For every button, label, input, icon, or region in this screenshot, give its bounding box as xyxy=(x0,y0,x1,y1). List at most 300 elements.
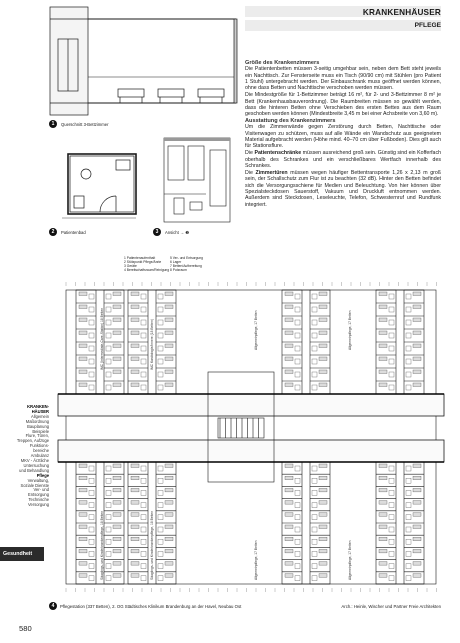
bathroom xyxy=(389,385,394,390)
bed xyxy=(131,318,139,322)
section-index-item: Technische xyxy=(28,497,49,503)
bed xyxy=(413,344,421,348)
figure-2-bathroom-plan xyxy=(60,148,138,220)
bed xyxy=(319,464,327,468)
plan-label: Allgemeinpflege, 17 Betten xyxy=(254,540,258,580)
bed xyxy=(379,525,387,529)
bathroom xyxy=(106,551,111,556)
bed xyxy=(379,344,387,348)
bed xyxy=(319,383,327,387)
bathroom xyxy=(141,551,146,556)
bed xyxy=(413,525,421,529)
page-subtitle: PFLEGE xyxy=(414,22,441,29)
bathroom xyxy=(295,515,300,520)
bed xyxy=(285,357,293,361)
bathroom xyxy=(158,346,163,351)
section-index-item: Versorgung xyxy=(28,502,49,508)
bathroom xyxy=(89,359,94,364)
section-heading: Größe des Krankenzimmers xyxy=(245,60,320,66)
bed xyxy=(413,357,421,361)
bed xyxy=(413,305,421,309)
bathroom xyxy=(89,539,94,544)
bathroom xyxy=(295,359,300,364)
bed xyxy=(413,464,421,468)
bathroom xyxy=(295,385,300,390)
bathroom xyxy=(89,385,94,390)
bed xyxy=(379,292,387,296)
bed xyxy=(165,513,173,517)
bed xyxy=(113,464,121,468)
bed xyxy=(113,525,121,529)
bed xyxy=(319,488,327,492)
bathroom xyxy=(295,564,300,569)
bed xyxy=(379,537,387,541)
bathroom xyxy=(106,503,111,508)
bathroom xyxy=(89,372,94,377)
bed xyxy=(79,370,87,374)
bathroom xyxy=(312,551,317,556)
bed xyxy=(165,318,173,322)
bathroom xyxy=(406,576,411,581)
bed xyxy=(379,370,387,374)
section-index xyxy=(0,405,49,508)
bathroom xyxy=(158,503,163,508)
bed xyxy=(165,344,173,348)
bathroom xyxy=(141,503,146,508)
bathroom xyxy=(89,564,94,569)
bathroom xyxy=(158,294,163,299)
bathroom xyxy=(141,527,146,532)
bathroom xyxy=(389,576,394,581)
bed xyxy=(79,562,87,566)
plan-label: Allgemeinpflege, 17 Betten xyxy=(254,310,258,350)
bathroom xyxy=(89,551,94,556)
bathroom xyxy=(406,490,411,495)
bed xyxy=(165,383,173,387)
bed xyxy=(319,513,327,517)
bed xyxy=(113,513,121,517)
bed xyxy=(165,574,173,578)
bed xyxy=(165,549,173,553)
bed xyxy=(413,318,421,322)
bed xyxy=(131,525,139,529)
bed xyxy=(131,513,139,517)
bathroom xyxy=(141,564,146,569)
bed xyxy=(379,549,387,553)
bed xyxy=(131,501,139,505)
bathroom xyxy=(89,515,94,520)
bed xyxy=(285,513,293,517)
bathroom xyxy=(312,372,317,377)
bed xyxy=(131,464,139,468)
bed xyxy=(319,331,327,335)
bathroom xyxy=(158,551,163,556)
bed xyxy=(413,574,421,578)
bed xyxy=(165,476,173,480)
bed xyxy=(113,488,121,492)
bed xyxy=(319,562,327,566)
figure-3-elevation xyxy=(162,136,232,224)
bed xyxy=(131,562,139,566)
bed xyxy=(379,331,387,335)
bathroom xyxy=(406,320,411,325)
bed xyxy=(319,292,327,296)
bathroom xyxy=(389,320,394,325)
bathroom xyxy=(389,478,394,483)
bathroom xyxy=(141,346,146,351)
bed xyxy=(165,464,173,468)
section-index-item: Allgemein xyxy=(31,413,49,419)
bathroom xyxy=(295,490,300,495)
bathroom xyxy=(158,333,163,338)
bathroom xyxy=(312,466,317,471)
bathroom xyxy=(406,527,411,532)
bed xyxy=(165,370,173,374)
bathroom xyxy=(295,466,300,471)
bathroom xyxy=(89,527,94,532)
bathroom xyxy=(158,385,163,390)
bathroom xyxy=(141,307,146,312)
bed xyxy=(79,357,87,361)
bathroom xyxy=(406,564,411,569)
figure-4-caption: Pflegestation (337 Betten), 2. OG Städtisches Klinikum Brandenburg an der Havel, Neubau Ost xyxy=(60,604,242,609)
bed xyxy=(113,383,121,387)
bathroom xyxy=(141,333,146,338)
bed xyxy=(413,476,421,480)
bathroom xyxy=(312,333,317,338)
bathroom xyxy=(406,333,411,338)
bed xyxy=(79,501,87,505)
bed xyxy=(285,318,293,322)
bathroom xyxy=(389,539,394,544)
bathroom xyxy=(312,576,317,581)
bed xyxy=(131,574,139,578)
bed xyxy=(285,488,293,492)
bed xyxy=(131,383,139,387)
paragraph: Um die Zimmerwände gegen Zerstörung durch Betten, Nachttische oder Visitenwagen zu schützen, muss auf alle Wände ein Wandschutz aus geeignetem Material aufgebracht werden (Höhe mind. 40–70 cm über Fußboden). Dies gilt auch für Stationsflure. xyxy=(245,124,441,150)
section-index-item: Pflege xyxy=(36,472,49,478)
bed xyxy=(165,525,173,529)
figure-1-cross-section xyxy=(48,7,238,117)
bed xyxy=(413,537,421,541)
figure-4-number: 4 xyxy=(49,602,57,610)
plan-legend-left: 1 Patientenaufenthalt 2 Stützpunkt Pflege/Ärzte 3 Geräte 4 Bereitschaftsraum/Reinigung xyxy=(124,256,170,272)
bed xyxy=(319,574,327,578)
bed xyxy=(131,357,139,361)
main-corridor xyxy=(58,394,444,416)
bathroom xyxy=(389,346,394,351)
bathroom xyxy=(389,551,394,556)
bathroom xyxy=(389,294,394,299)
main-corridor xyxy=(58,440,444,462)
bed xyxy=(79,318,87,322)
bathroom xyxy=(389,307,394,312)
bathroom xyxy=(89,466,94,471)
bathroom xyxy=(312,527,317,532)
bed xyxy=(285,331,293,335)
bed xyxy=(113,318,121,322)
bathroom xyxy=(406,539,411,544)
bathroom xyxy=(406,359,411,364)
bathroom xyxy=(106,320,111,325)
bed xyxy=(379,513,387,517)
bed xyxy=(319,537,327,541)
bathroom xyxy=(158,320,163,325)
bed xyxy=(379,357,387,361)
bathroom xyxy=(406,551,411,556)
bed xyxy=(165,537,173,541)
bed xyxy=(79,488,87,492)
plan-label: Säuglings- und Kinderkrankenpflege, 18 Betten xyxy=(100,510,104,580)
bathroom xyxy=(141,490,146,495)
plan-label: IMC (Intermediate-Care-Station) 18 Betten xyxy=(100,307,104,370)
bathroom xyxy=(158,527,163,532)
bathroom xyxy=(295,294,300,299)
bathroom xyxy=(312,539,317,544)
bathroom xyxy=(106,346,111,351)
bathroom xyxy=(141,539,146,544)
bed xyxy=(165,357,173,361)
section-index-item: Soziale Dienste xyxy=(20,482,49,488)
bathroom xyxy=(89,478,94,483)
bathroom xyxy=(106,466,111,471)
chapter-tab: Gesundheit xyxy=(0,547,44,561)
bathroom xyxy=(89,503,94,508)
bed xyxy=(131,537,139,541)
section-index-item: Verwaltung, xyxy=(27,477,49,483)
bed xyxy=(319,318,327,322)
bed xyxy=(413,513,421,517)
bathroom xyxy=(312,359,317,364)
bed xyxy=(79,305,87,309)
bathroom xyxy=(141,320,146,325)
bed xyxy=(165,488,173,492)
bathroom xyxy=(158,515,163,520)
figure-4-credit: Arch.: Heinle, Wischer und Partner Freie Architekten xyxy=(341,604,441,609)
bed xyxy=(113,476,121,480)
bathroom xyxy=(406,307,411,312)
figure-2-caption: Patientenbad xyxy=(61,230,86,235)
bed xyxy=(285,383,293,387)
paragraph: Die Zimmertüren müssen wegen häufiger Bettentransporte 1,26 x 2,13 m groß sein, der Schallschutz zum Flur ist zu beachten (32 dB). Hinter den Betten befindet sich die Versorgungsschiene für Medien und Beleuchtung. Von hier können über Spezialsteckdosen Sauerstoff, Vakuum und Druckluft entnommen werden. Außerdem sind Steckdosen, Leseleuchte, Telefon, Schwesternruf und Rundfunk integriert. xyxy=(245,169,441,208)
bed xyxy=(285,537,293,541)
bed xyxy=(79,292,87,296)
bathroom xyxy=(295,576,300,581)
paragraph: Die Patientenschränke müssen ausreichend groß sein. Günstig sind ein Kofferfach oberhalb des Schrankes und ein verschließbares Wertfach innerhalb des Schrankes. xyxy=(245,150,441,169)
bed xyxy=(79,525,87,529)
bed xyxy=(285,562,293,566)
section-heading: Ausstattung des Krankenzimmers xyxy=(245,118,336,125)
bed xyxy=(413,549,421,553)
bathroom xyxy=(141,294,146,299)
bathroom xyxy=(141,372,146,377)
bed xyxy=(131,331,139,335)
plan-label: IMC Kardiologie/Innere (18 Betten) xyxy=(150,319,154,370)
bathroom xyxy=(389,490,394,495)
bathroom xyxy=(312,294,317,299)
bathroom xyxy=(389,372,394,377)
bed xyxy=(113,292,121,296)
bathroom xyxy=(295,539,300,544)
bathroom xyxy=(312,346,317,351)
bed xyxy=(379,464,387,468)
bathroom xyxy=(141,385,146,390)
bathroom xyxy=(312,503,317,508)
section-index-item: Untersuchung xyxy=(23,462,49,468)
bathroom xyxy=(295,320,300,325)
bed xyxy=(379,305,387,309)
bathroom xyxy=(89,576,94,581)
bed xyxy=(165,292,173,296)
bathroom xyxy=(141,466,146,471)
bathroom xyxy=(106,490,111,495)
bed xyxy=(379,383,387,387)
bathroom xyxy=(106,576,111,581)
bed xyxy=(319,525,327,529)
bed xyxy=(319,344,327,348)
figure-3-caption: Ansicht → ❷ xyxy=(165,230,190,235)
bed xyxy=(413,488,421,492)
section-index-item: KRANKEN- xyxy=(27,404,49,409)
bathroom xyxy=(158,490,163,495)
figure-3-number: 3 xyxy=(153,228,161,236)
bed xyxy=(319,370,327,374)
bathroom xyxy=(295,307,300,312)
bathroom xyxy=(89,490,94,495)
bed xyxy=(413,292,421,296)
bathroom xyxy=(141,359,146,364)
bed xyxy=(113,501,121,505)
bathroom xyxy=(295,478,300,483)
bed xyxy=(165,305,173,309)
subheader-bar xyxy=(245,20,441,31)
section-index-item: bereiche xyxy=(33,448,49,454)
bed xyxy=(113,549,121,553)
bed xyxy=(165,562,173,566)
bathroom xyxy=(295,527,300,532)
bathroom xyxy=(389,359,394,364)
bathroom xyxy=(158,576,163,581)
bathroom xyxy=(406,478,411,483)
bathroom xyxy=(106,385,111,390)
bed xyxy=(79,331,87,335)
bathroom xyxy=(295,372,300,377)
bed xyxy=(113,357,121,361)
bathroom xyxy=(106,294,111,299)
bathroom xyxy=(141,576,146,581)
bathroom xyxy=(106,515,111,520)
bed xyxy=(285,305,293,309)
bed xyxy=(131,305,139,309)
bathroom xyxy=(158,307,163,312)
bed xyxy=(379,318,387,322)
bed xyxy=(319,501,327,505)
bed xyxy=(319,549,327,553)
bathroom xyxy=(389,333,394,338)
bed xyxy=(79,344,87,348)
bed xyxy=(379,562,387,566)
bathroom xyxy=(295,333,300,338)
bathroom xyxy=(389,503,394,508)
bathroom xyxy=(106,564,111,569)
bed xyxy=(285,574,293,578)
bathroom xyxy=(312,490,317,495)
bathroom xyxy=(106,527,111,532)
figure-2-number: 2 xyxy=(49,228,57,236)
paragraph: Die Mindestgröße für 1-Bettzimmer beträgt 16 m², für 2- und 3-Bettzimmer 8 m² je Bett (Krankenhausbauverordnung). Die Raumbreiten müssen so gewählt werden, dass die hinteren Betten ohne Verschieben des ersten Bettes aus dem Raum geschoben werden können (Mindestbreite 3,45 m bei einer Achsbreite von 3,60 m). xyxy=(245,92,441,118)
bed xyxy=(165,501,173,505)
bathroom xyxy=(106,539,111,544)
bed xyxy=(113,331,121,335)
bed xyxy=(319,357,327,361)
figure-1-caption: Querschnitt 3-Bettzimmer xyxy=(61,122,109,127)
bed xyxy=(285,292,293,296)
bed xyxy=(319,476,327,480)
bathroom xyxy=(312,320,317,325)
bed xyxy=(285,344,293,348)
bathroom xyxy=(389,466,394,471)
bathroom xyxy=(106,372,111,377)
bed xyxy=(113,574,121,578)
bed xyxy=(285,464,293,468)
bed xyxy=(131,549,139,553)
bathroom xyxy=(406,503,411,508)
bathroom xyxy=(158,466,163,471)
section-index-item: Beispiele xyxy=(32,428,49,434)
bed xyxy=(131,344,139,348)
floor-plan xyxy=(58,276,446,596)
section-index-item: Maßordnung xyxy=(25,418,49,424)
page-number: 580 xyxy=(19,624,32,633)
section-index-item: Bauplanung xyxy=(27,423,49,429)
bathroom xyxy=(312,478,317,483)
bed xyxy=(285,501,293,505)
bed xyxy=(131,370,139,374)
bathroom xyxy=(89,294,94,299)
bathroom xyxy=(89,346,94,351)
section-index-item: Flure, Türen, xyxy=(25,433,49,439)
bed xyxy=(285,476,293,480)
bathroom xyxy=(389,515,394,520)
bathroom xyxy=(141,515,146,520)
bed xyxy=(113,562,121,566)
bathroom xyxy=(158,564,163,569)
bathroom xyxy=(106,478,111,483)
bed xyxy=(413,501,421,505)
bed xyxy=(379,501,387,505)
bed xyxy=(79,574,87,578)
bathroom xyxy=(106,333,111,338)
bathroom xyxy=(312,564,317,569)
bathroom xyxy=(295,551,300,556)
bathroom xyxy=(295,503,300,508)
section-index-item: Ambulanz xyxy=(30,453,49,459)
bathroom xyxy=(406,372,411,377)
bed xyxy=(319,305,327,309)
bed xyxy=(413,331,421,335)
bathroom xyxy=(89,320,94,325)
section-index-item: Funktions- xyxy=(29,443,49,449)
bathroom xyxy=(89,333,94,338)
bathroom xyxy=(141,478,146,483)
bed xyxy=(413,370,421,374)
bed xyxy=(413,562,421,566)
bed xyxy=(113,537,121,541)
bathroom xyxy=(158,372,163,377)
bed xyxy=(79,383,87,387)
bed xyxy=(79,476,87,480)
figure-1-number: 1 xyxy=(49,120,57,128)
